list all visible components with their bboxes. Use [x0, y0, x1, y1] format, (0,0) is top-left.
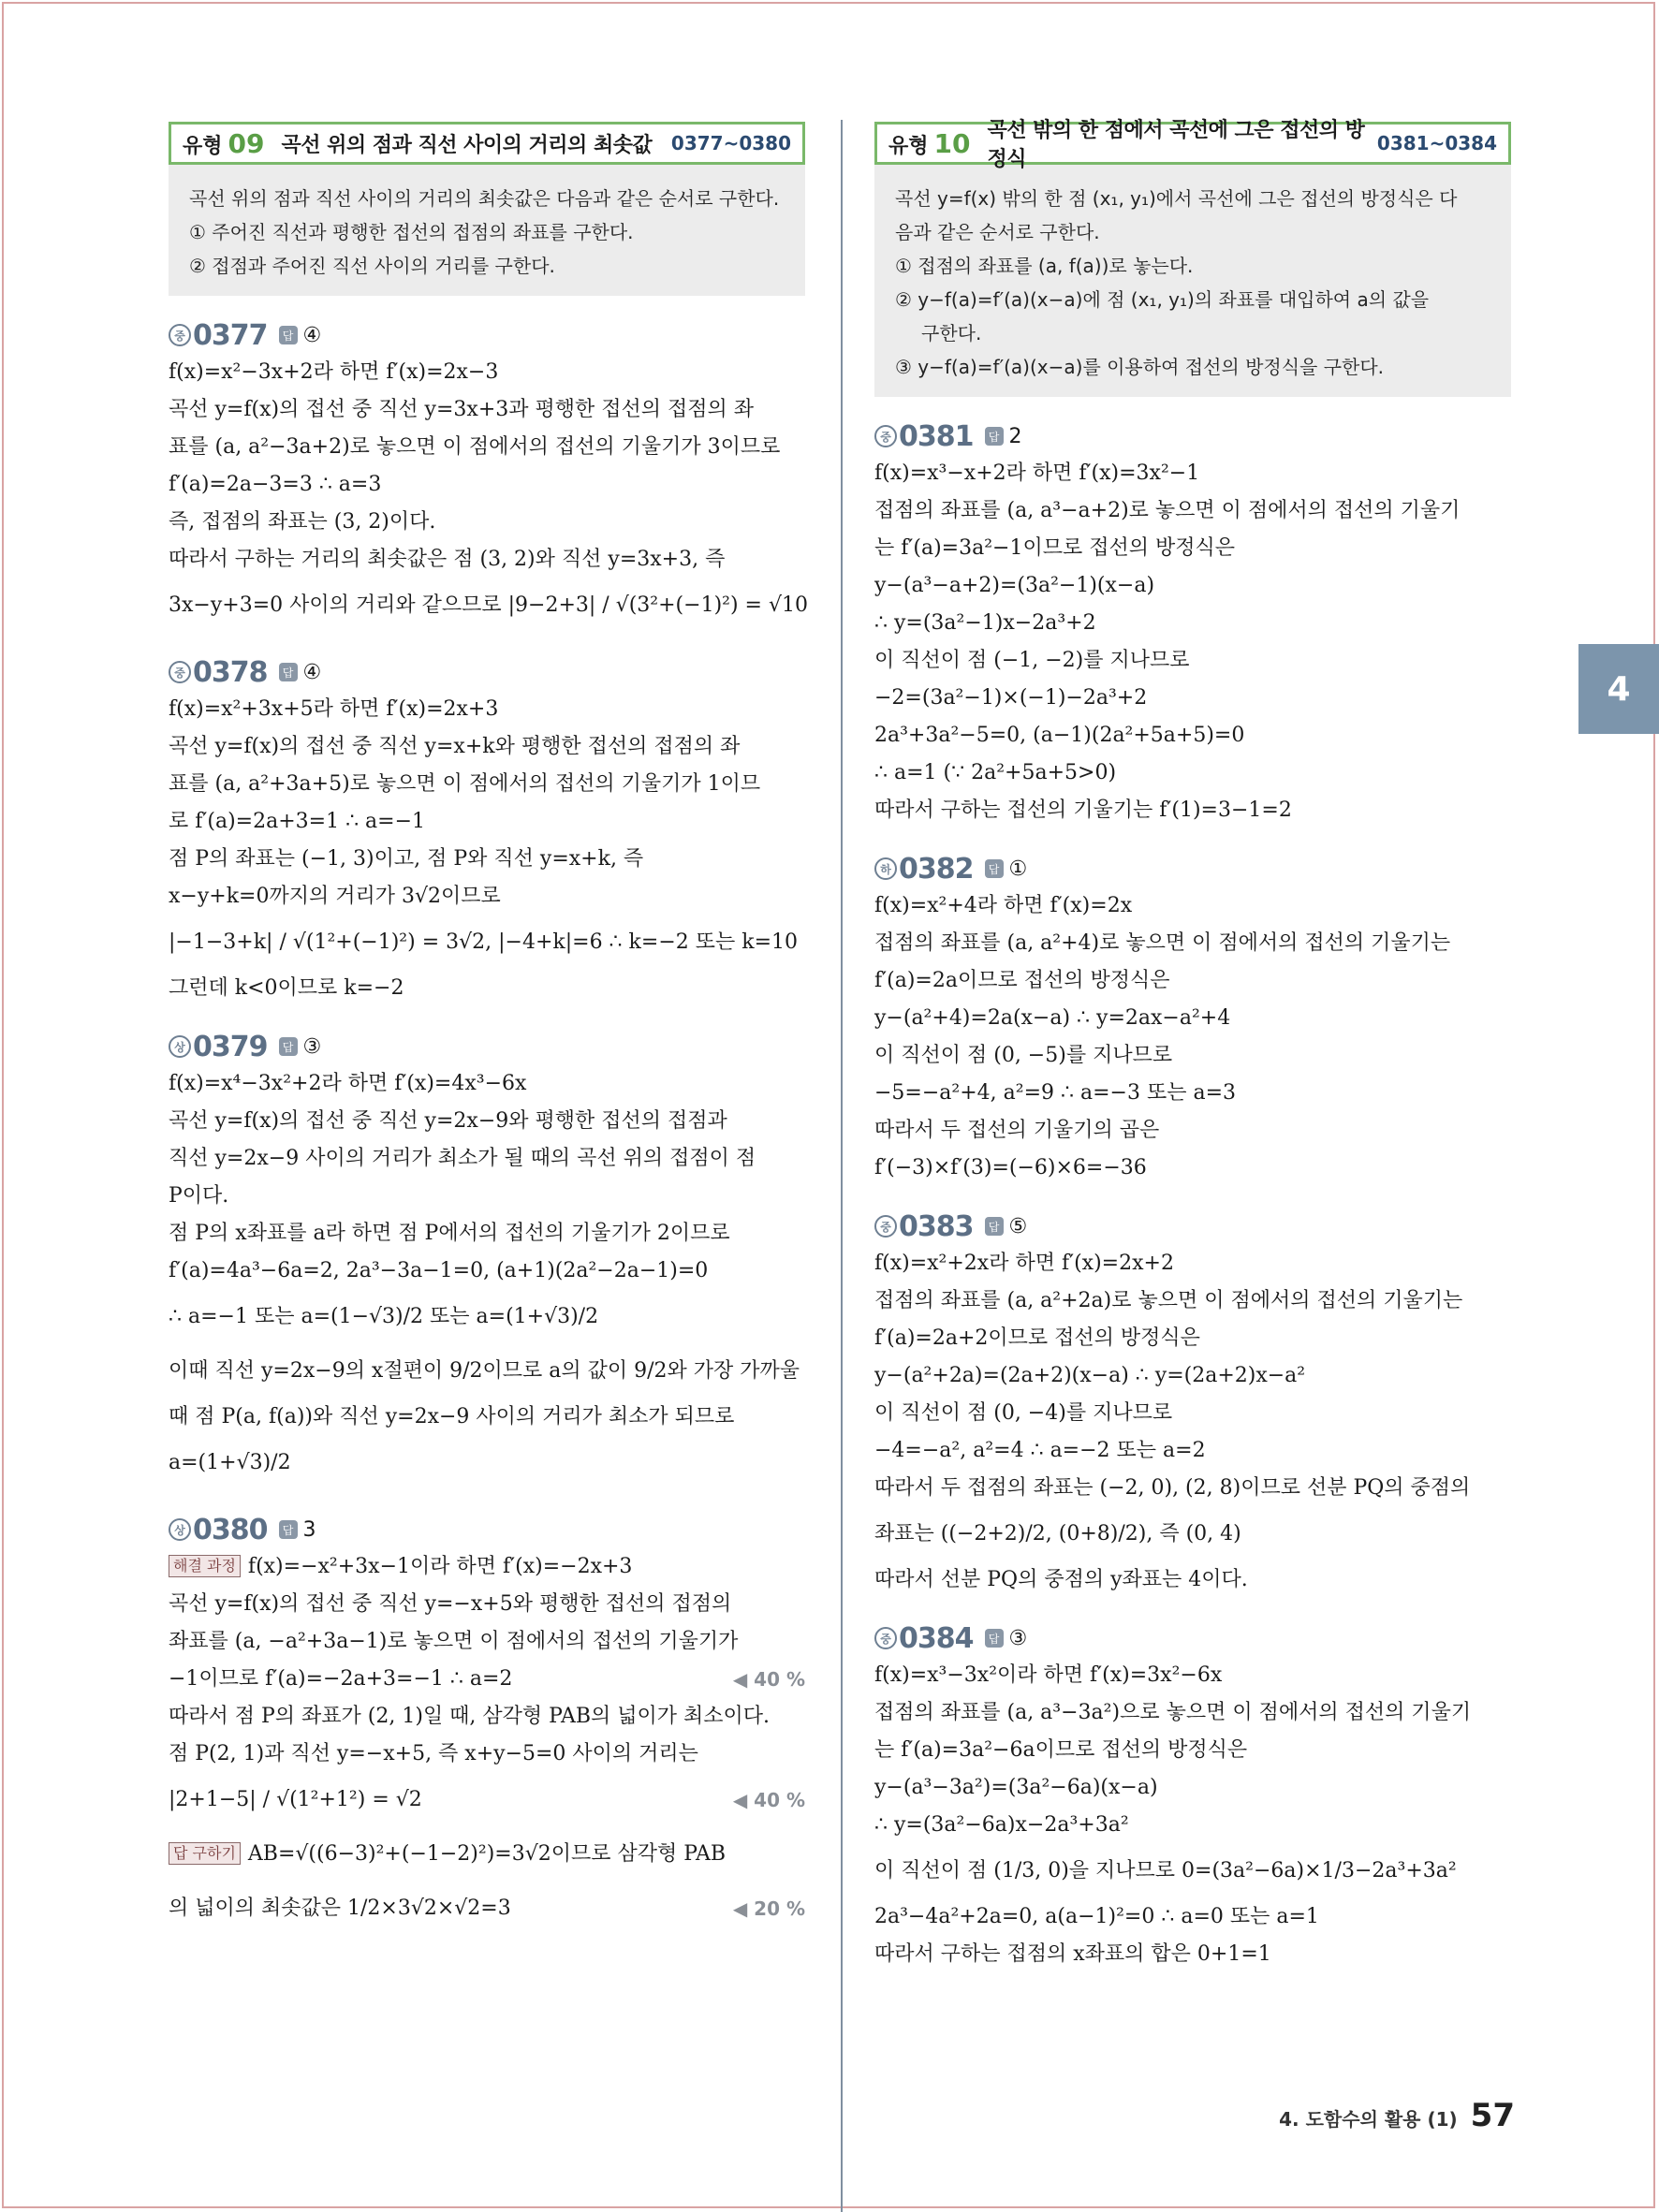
- solution-line: 좌표를 (a, −a²+3a−1)로 놓으면 이 점에서의 접선의 기울기가: [169, 1630, 739, 1653]
- answer-badge: 답: [985, 427, 1004, 446]
- solution-text: |2+1−5| / √(1²+1²) = √2: [169, 1788, 422, 1811]
- answer-badge: 답: [279, 663, 298, 681]
- problem-0380: [169, 1511, 805, 1936]
- difficulty-badge: 상: [169, 1518, 191, 1541]
- solution-text: 의 넓이의 최솟값은 1/2×3√2×√2=3: [169, 1897, 511, 1920]
- difficulty-badge: 하: [874, 857, 897, 880]
- solution-line: ∴ y=(3a²−1)x−2a³+2: [874, 611, 1096, 635]
- problem-0379: [169, 1028, 805, 1490]
- type-tag: [888, 128, 970, 159]
- problem-header: [874, 850, 1511, 887]
- solution-line: 이 직선이 점 (−1, −2)를 지나므로: [874, 649, 1190, 672]
- solution-line: ∴ y=(3a²−6a)x−2a³+3a²: [874, 1813, 1129, 1837]
- type-label: 유형: [888, 134, 929, 158]
- solution-line: f(x)=x⁴−3x²+2라 하면 f′(x)=4x³−6x: [169, 1072, 527, 1095]
- solution-line: 2a³+3a²−5=0, (a−1)(2a²+5a+5)=0: [874, 724, 1245, 747]
- solution-line: f′(a)=2a이므로 접선의 방정식은: [874, 969, 1170, 992]
- problem-header: [169, 1028, 805, 1065]
- step-tag: 답 구하기: [169, 1842, 241, 1865]
- type-header-10: [874, 119, 1511, 171]
- solution-line: ∴ a=−1 또는 a=(1−√3)/2 또는 a=(1+√3)/2: [169, 1305, 599, 1328]
- problem-0382: [874, 850, 1511, 1187]
- solution-text: AB=√((6−3)²+(−1−2)²)=3√2이므로 삼각형 PAB: [247, 1842, 727, 1866]
- type-header-09: [169, 122, 805, 165]
- solution-line: 접점의 좌표를 (a, a²+4)로 놓으면 이 점에서의 접선의 기울기는: [874, 931, 1451, 955]
- problem-header: [169, 653, 805, 691]
- solution-line: 3x−y+3=0 사이의 거리와 같으므로 |9−2+3| / √(3²+(−1)²) = √10: [169, 593, 808, 617]
- answer-value: ③: [1008, 1626, 1028, 1650]
- solution-line: 접점의 좌표를 (a, a³−a+2)로 놓으면 이 점에서의 접선의 기울기: [874, 499, 1461, 522]
- answer-badge: 답: [279, 1037, 298, 1056]
- solution-line: 따라서 점 P의 좌표가 (2, 1)일 때, 삼각형 PAB의 넓이가 최소이다.: [169, 1705, 771, 1728]
- summary-line: 구한다.: [921, 322, 982, 344]
- problem-0381: [874, 417, 1511, 829]
- problem-number: 0381: [899, 419, 974, 453]
- solution-line: a=(1+√3)/2: [169, 1451, 291, 1474]
- problem-number: 0378: [193, 655, 268, 689]
- solution-line: 는 f′(a)=3a²−1이므로 접선의 방정식은: [874, 536, 1235, 560]
- right-column: [874, 119, 1511, 1973]
- answer-value: ④: [302, 323, 322, 347]
- type-range: 0377~0380: [670, 132, 791, 154]
- score-percent: ◀ 40 %: [732, 1668, 805, 1691]
- solution-line: 즉, 접점의 좌표는 (3, 2)이다.: [169, 510, 436, 534]
- difficulty-badge: 중: [874, 425, 897, 447]
- answer-value: ⑤: [1008, 1214, 1028, 1238]
- problem-0377: [169, 316, 808, 633]
- summary-line: 곡선 y=f(x) 밖의 한 점 (x₁, y₁)에서 곡선에 그은 접선의 방정식은 다: [895, 187, 1458, 210]
- problem-header: [169, 316, 805, 354]
- step-tag: 해결 과정: [169, 1555, 241, 1577]
- page-footer: [1279, 2097, 1515, 2134]
- solution-line: 이 직선이 점 (0, −5)를 지나므로: [874, 1044, 1173, 1067]
- solution-line: [169, 1882, 805, 1936]
- solution-body: [874, 1657, 1511, 1973]
- solution-line: 접점의 좌표를 (a, a²+2a)로 놓으면 이 점에서의 접선의 기울기는: [874, 1289, 1463, 1312]
- solution-line: 접점의 좌표를 (a, a³−3a²)으로 놓으면 이 점에서의 접선의 기울기: [874, 1701, 1472, 1724]
- solution-line: 곡선 y=f(x)의 접선 중 직선 y=x+k와 평행한 접선의 접점의 좌: [169, 735, 741, 758]
- summary-line: ② y−f(a)=f′(a)(x−a)에 점 (x₁, y₁)의 좌표를 대입하여 a의 값을: [895, 288, 1430, 311]
- type-summary: [874, 165, 1511, 397]
- solution-body: [169, 691, 805, 1007]
- summary-line: ① 주어진 직선과 평행한 접선의 접점의 좌표를 구한다.: [189, 221, 634, 243]
- solution-line: y−(a³−a+2)=(3a²−1)(x−a): [874, 574, 1155, 597]
- answer-value: ③: [302, 1034, 322, 1059]
- solution-line: f(x)=x²+3x+5라 하면 f′(x)=2x+3: [169, 697, 499, 721]
- solution-line: 직선 y=2x−9 사이의 거리가 최소가 될 때의 곡선 위의 접점이 점: [169, 1147, 756, 1170]
- solution-body: [169, 354, 808, 633]
- solution-line: P이다.: [169, 1184, 229, 1208]
- solution-body: [874, 887, 1511, 1187]
- chapter-side-tab: 4: [1578, 644, 1659, 734]
- problem-header: [169, 1511, 805, 1548]
- type-tag: [183, 128, 264, 159]
- problem-number: 0379: [193, 1030, 268, 1063]
- solution-line: [169, 1548, 805, 1586]
- problem-number: 0380: [193, 1513, 268, 1546]
- problem-0383: [874, 1208, 1511, 1599]
- solution-line: 점 P의 좌표는 (−1, 3)이고, 점 P와 직선 y=x+k, 즉: [169, 847, 644, 871]
- solution-line: 표를 (a, a²+3a+5)로 놓으면 이 점에서의 접선의 기울기가 1이므: [169, 772, 761, 796]
- solution-line: 따라서 구하는 접선의 기울기는 f′(1)=3−1=2: [874, 798, 1292, 822]
- solution-line: f′(a)=4a³−6a=2, 2a³−3a−1=0, (a+1)(2a²−2a−1)=0: [169, 1259, 709, 1282]
- solution-line: 이때 직선 y=2x−9의 x절편이 9/2이므로 a의 값이 9/2와 가장 가까울: [169, 1359, 800, 1383]
- solution-body: [874, 1245, 1511, 1599]
- type-label: 유형: [183, 134, 223, 158]
- difficulty-badge: 중: [874, 1215, 897, 1238]
- difficulty-badge: 중: [874, 1627, 897, 1649]
- type-title: 곡선 밖의 한 점에서 곡선에 그은 접선의 방정식: [987, 119, 1365, 171]
- type-number: 09: [228, 127, 265, 159]
- solution-line: f(x)=x³−3x²이라 하면 f′(x)=3x²−6x: [874, 1663, 1223, 1687]
- solution-line: 곡선 y=f(x)의 접선 중 직선 y=−x+5와 평행한 접선의 접점의: [169, 1592, 732, 1616]
- solution-line: |−1−3+k| / √(1²+(−1)²) = 3√2, |−4+k|=6 ∴ k=−2 또는 k=10: [169, 930, 798, 954]
- solution-line: 때 점 P(a, f(a))와 직선 y=2x−9 사이의 거리가 최소가 되므로: [169, 1405, 735, 1428]
- problem-header: [874, 1208, 1511, 1245]
- type-summary: [169, 165, 805, 296]
- answer-badge: 답: [279, 1520, 298, 1539]
- summary-line: ③ y−f(a)=f′(a)(x−a)를 이용하여 접선의 방정식을 구한다.: [895, 356, 1385, 378]
- solution-line: 이 직선이 점 (0, −4)를 지나므로: [874, 1401, 1173, 1425]
- problem-header: [874, 417, 1511, 455]
- solution-line: 표를 (a, a²−3a+2)로 놓으면 이 점에서의 접선의 기울기가 3이므로: [169, 435, 781, 459]
- solution-line: 좌표는 ((−2+2)/2, (0+8)/2), 즉 (0, 4): [874, 1522, 1241, 1545]
- solution-line: −4=−a², a²=4 ∴ a=−2 또는 a=2: [874, 1439, 1206, 1462]
- solution-line: 따라서 두 접선의 기울기의 곱은: [874, 1119, 1160, 1142]
- problem-header: [874, 1619, 1511, 1657]
- type-range: 0381~0384: [1376, 132, 1497, 154]
- difficulty-badge: 상: [169, 1035, 191, 1058]
- problem-number: 0382: [899, 852, 974, 886]
- summary-line: ① 접점의 좌표를 (a, f(a))로 놓는다.: [895, 255, 1194, 277]
- answer-badge: 답: [985, 1217, 1004, 1236]
- problem-number: 0377: [193, 318, 268, 352]
- solution-line: f′(a)=2a+2이므로 접선의 방정식은: [874, 1326, 1200, 1350]
- solution-line: [169, 1773, 805, 1827]
- answer-value: 3: [302, 1517, 316, 1542]
- solution-line: f(x)=x²−3x+2라 하면 f′(x)=2x−3: [169, 360, 499, 384]
- solution-text: −1이므로 f′(a)=−2a+3=−1 ∴ a=2: [169, 1667, 513, 1691]
- solution-line: f(x)=x²+4라 하면 f′(x)=2x: [874, 894, 1133, 917]
- solution-line: 그런데 k<0이므로 k=−2: [169, 976, 404, 1000]
- solution-line: y−(a²+2a)=(2a+2)(x−a) ∴ y=(2a+2)x−a²: [874, 1364, 1306, 1387]
- problem-0378: [169, 653, 805, 1007]
- solution-line: 로 f′(a)=2a+3=1 ∴ a=−1: [169, 810, 426, 833]
- solution-line: 곡선 y=f(x)의 접선 중 직선 y=2x−9와 평행한 접선의 접점과: [169, 1109, 727, 1133]
- problem-number: 0383: [899, 1209, 974, 1243]
- solution-text: f(x)=−x²+3x−1이라 하면 f′(x)=−2x+3: [247, 1555, 633, 1578]
- solution-line: f′(−3)×f′(3)=(−6)×6=−36: [874, 1156, 1147, 1179]
- solution-line: [169, 1827, 805, 1882]
- problem-number: 0384: [899, 1621, 974, 1655]
- solution-line: 따라서 선분 PQ의 중점의 y좌표는 4이다.: [874, 1568, 1248, 1591]
- difficulty-badge: 중: [169, 661, 191, 683]
- page-number: 57: [1470, 2097, 1515, 2134]
- summary-line: 곡선 위의 점과 직선 사이의 거리의 최솟값은 다음과 같은 순서로 구한다.: [189, 187, 780, 210]
- summary-line: ② 접점과 주어진 직선 사이의 거리를 구한다.: [189, 255, 555, 277]
- answer-badge: 답: [279, 326, 298, 344]
- summary-line: 음과 같은 순서로 구한다.: [895, 221, 1100, 243]
- solution-line: 따라서 구하는 거리의 최솟값은 점 (3, 2)와 직선 y=3x+3, 즉: [169, 548, 726, 571]
- solution-line: y−(a³−3a²)=(3a²−6a)(x−a): [874, 1776, 1158, 1799]
- solution-body: [169, 1065, 805, 1490]
- solution-line: y−(a²+4)=2a(x−a) ∴ y=2ax−a²+4: [874, 1006, 1231, 1030]
- answer-badge: 답: [985, 1629, 1004, 1648]
- solution-body: [169, 1548, 805, 1936]
- problem-0384: [874, 1619, 1511, 1973]
- solution-line: f(x)=x³−x+2라 하면 f′(x)=3x²−1: [874, 461, 1200, 485]
- score-percent: ◀ 40 %: [732, 1789, 805, 1811]
- solution-line: 이 직선이 점 (1/3, 0)을 지나므로 0=(3a²−6a)×1/3−2a³+3a²: [874, 1859, 1457, 1882]
- solution-line: 2a³−4a²+2a=0, a(a−1)²=0 ∴ a=0 또는 a=1: [874, 1905, 1319, 1928]
- solution-line: −2=(3a²−1)×(−1)−2a³+2: [874, 686, 1148, 710]
- left-column: [169, 122, 808, 1936]
- solution-line: f′(a)=2a−3=3 ∴ a=3: [169, 473, 382, 496]
- score-percent: ◀ 20 %: [732, 1897, 805, 1920]
- answer-badge: 답: [985, 859, 1004, 878]
- solution-line: x−y+k=0까지의 거리가 3√2이므로: [169, 885, 501, 908]
- solution-line: 점 P의 x좌표를 a라 하면 점 P에서의 접선의 기울기가 2이므로: [169, 1222, 730, 1245]
- solution-body: [874, 455, 1511, 829]
- type-number: 10: [933, 127, 971, 159]
- solution-line: ∴ a=1 (∵ 2a²+5a+5>0): [874, 761, 1117, 784]
- column-divider: [841, 120, 843, 2212]
- footer-chapter-title: 4. 도함수의 활용 (1): [1279, 2108, 1458, 2131]
- type-title: 곡선 위의 점과 직선 사이의 거리의 최솟값: [281, 133, 653, 157]
- solution-line: f(x)=x²+2x라 하면 f′(x)=2x+2: [874, 1252, 1174, 1275]
- answer-value: ①: [1008, 857, 1028, 881]
- answer-value: ④: [302, 660, 322, 684]
- solution-line: 는 f′(a)=3a²−6a이므로 접선의 방정식은: [874, 1738, 1248, 1762]
- solution-line: 점 P(2, 1)과 직선 y=−x+5, 즉 x+y−5=0 사이의 거리는: [169, 1742, 698, 1765]
- solution-line: 따라서 구하는 접점의 x좌표의 합은 0+1=1: [874, 1942, 1271, 1966]
- solution-line: −5=−a²+4, a²=9 ∴ a=−3 또는 a=3: [874, 1081, 1237, 1105]
- solution-line: 곡선 y=f(x)의 접선 중 직선 y=3x+3과 평행한 접선의 접점의 좌: [169, 398, 755, 421]
- solution-line: 따라서 두 접점의 좌표는 (−2, 0), (2, 8)이므로 선분 PQ의 중점의: [874, 1476, 1471, 1500]
- difficulty-badge: 중: [169, 324, 191, 346]
- answer-value: 2: [1008, 424, 1022, 448]
- solution-line: [169, 1661, 805, 1698]
